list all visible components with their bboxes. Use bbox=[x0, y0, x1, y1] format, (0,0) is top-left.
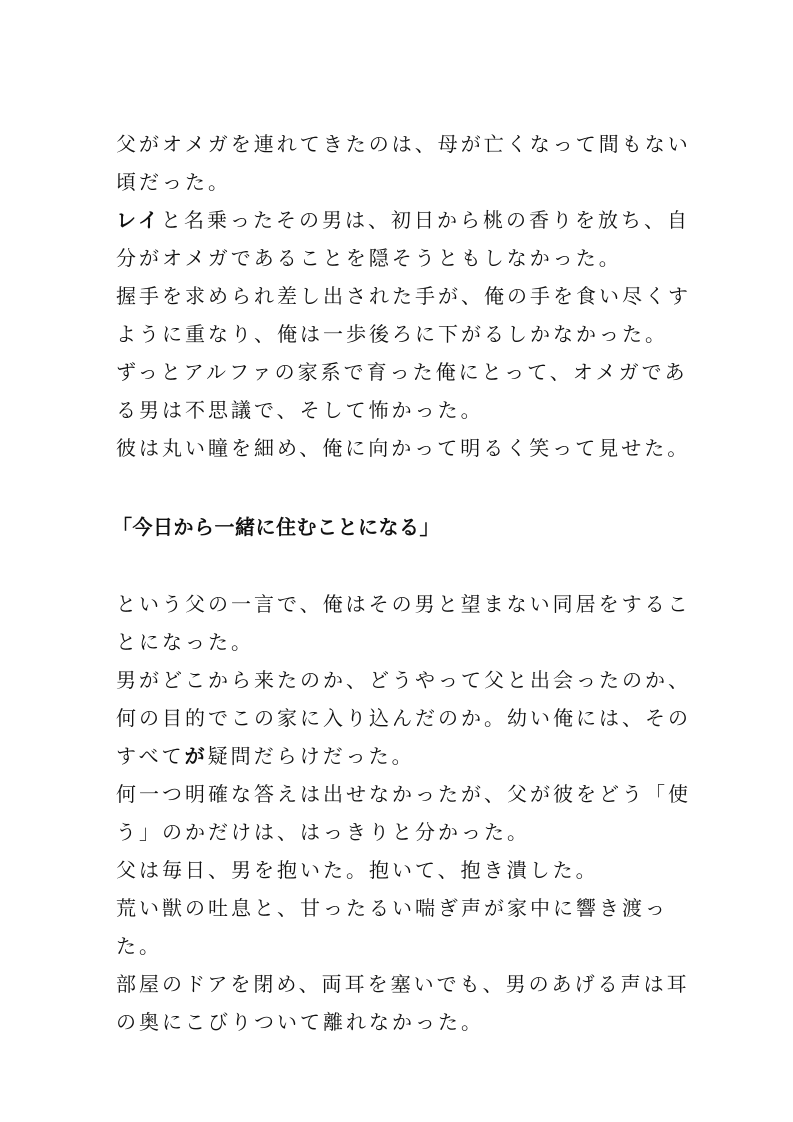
paragraph-text: 疑問だらけだった。 bbox=[207, 744, 415, 768]
character-name: レイ bbox=[116, 208, 161, 232]
text-block-1 bbox=[116, 125, 696, 467]
paragraph bbox=[116, 661, 696, 775]
dialogue-quote: 「今日から一緒に住むことになる」 bbox=[112, 515, 440, 539]
paragraph: ずっとアルファの家系で育った俺にとって、オメガである男は不思議で、そして怖かった。 bbox=[116, 360, 688, 422]
paragraph: 父は毎日、男を抱いた。抱いて、抱き潰した。 bbox=[116, 858, 599, 882]
paragraph: 父がオメガを連れてきたのは、母が亡くなって間もない頃だった。 bbox=[116, 132, 691, 194]
text-block-2 bbox=[116, 585, 696, 1041]
paragraph: 何一つ明確な答えは出せなかったが、父が彼をどう「使う」のかだけは、はっきりと分かった。 bbox=[116, 782, 691, 844]
paragraph: 握手を求められ差し出された手が、俺の手を食い尽くすように重なり、俺は一歩後ろに下がるしかなかった。 bbox=[116, 284, 691, 346]
paragraph: 彼は丸い瞳を細め、俺に向かって明るく笑って見せた。 bbox=[116, 436, 691, 460]
paragraph: という父の一言で、俺はその男と望まない同居をすることになった。 bbox=[116, 592, 691, 654]
bold-particle: が bbox=[184, 744, 208, 768]
paragraph-text: と名乗ったその男は、初日から桃の香りを放ち、自分がオメガであることを隠そうともしなかった。 bbox=[116, 208, 690, 270]
paragraph: 部屋のドアを閉め、両耳を塞いでも、男のあげる声は耳の奥にこびりついて離れなかった。 bbox=[116, 972, 690, 1034]
paragraph-text: 男がどこから来たのか、どうやって父と出会ったのか、何の目的でこの家に入り込んだのか。幼い俺には、そのすべて bbox=[116, 668, 691, 768]
paragraph: 荒い獣の吐息と、甘ったるい喘ぎ声が家中に響き渡った。 bbox=[116, 896, 668, 958]
paragraph bbox=[116, 201, 696, 277]
